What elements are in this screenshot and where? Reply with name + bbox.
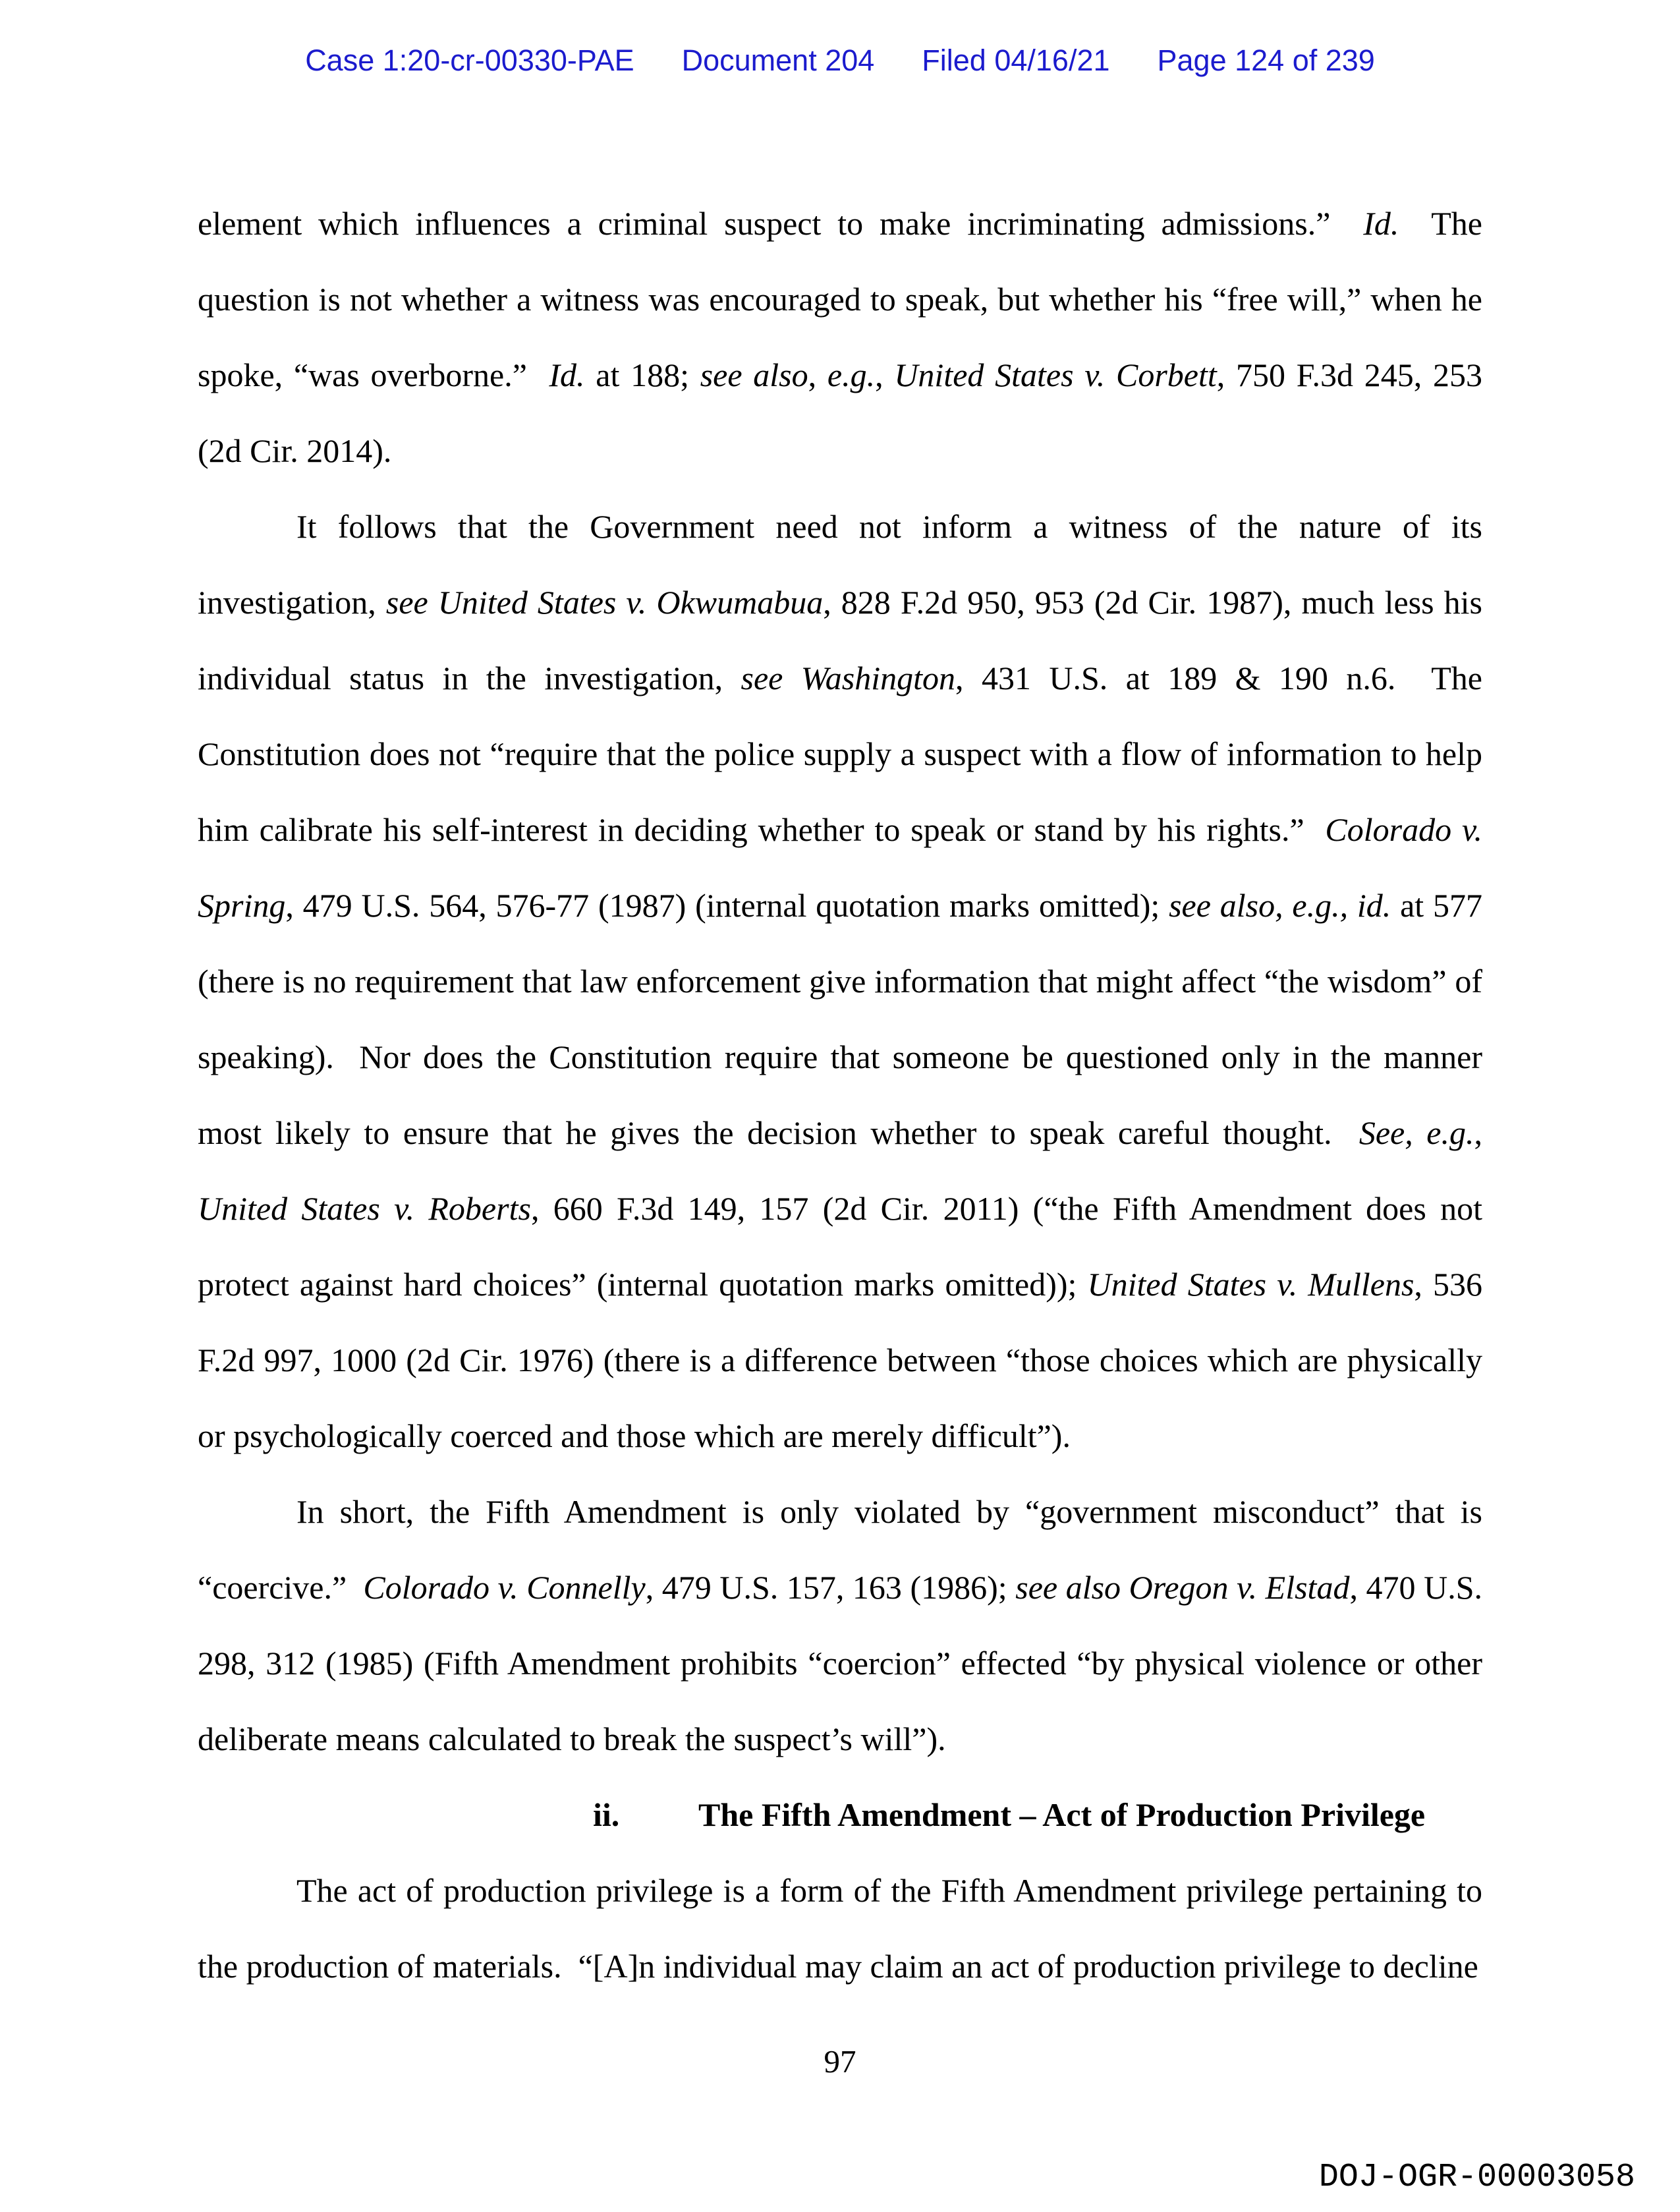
text-run: , 750 F.3d 245, 253 (2d Cir. 2014). [198,356,1482,469]
text-run-italic: see also Oregon v. Elstad [1015,1569,1350,1606]
body-paragraph [198,1853,1482,2004]
text-run: , [1474,1114,1482,1151]
text-run-italic: Id. [1363,205,1399,242]
text-run: It follows that the Government need not inform a witness of the nature of its investigation, [198,508,1482,621]
body-paragraph [198,1474,1482,1777]
text-run-italic: see Washington [741,660,956,696]
text-run-italic: Id. [549,356,585,393]
text-run-italic: see also, e.g., id. [1169,887,1391,924]
text-run: , 828 F.2d 950, 953 (2d Cir. 1987), much less his individual status in the investigation, [198,584,1482,696]
text-run-italic: Colorado v. Spring [198,811,1482,924]
body-paragraph [198,489,1482,1474]
text-run: In short, the Fifth Amendment is only violated by “government misconduct” that is “coercive.” [198,1493,1482,1606]
text-run: , 660 F.3d 149, 157 (2d Cir. 2011) (“the Fifth Amendment does not protect against hard choices” (internal quotation marks omitted)); [198,1190,1482,1303]
text-run: element which influences a criminal suspect to make incriminating admissions.” [198,205,1364,242]
filed-date: Filed 04/16/21 [922,43,1110,77]
body-paragraph [198,186,1482,489]
text-run-italic: United States v. Roberts [198,1190,531,1227]
text-run: The question is not whether a witness was encouraged to speak, but whether his “free will,” when he spoke, “was overborne.” [198,205,1482,393]
page-number: 97 [824,2043,856,2080]
text-run: , 479 U.S. 157, 163 (1986); [645,1569,1016,1606]
text-run: , [875,356,895,393]
text-run-italic: see United States v. Okwumabua [385,584,824,621]
text-run: , [808,356,827,393]
text-run: , 536 F.2d 997, 1000 (2d Cir. 1976) (there is a difference between “those choices which are physically or psychologically coerced and those which are merely difficult”). [198,1266,1482,1454]
bates-number: DOJ-OGR-00003058 [1318,2159,1635,2196]
text-run-italic: See, e.g. [1358,1114,1474,1151]
court-stamp-header [0,43,1680,78]
section-heading [198,1777,1482,1853]
text-run: , 470 U.S. 298, 312 (1985) (Fifth Amendment prohibits “coercion” effected “by physical violence or other deliberate means calculated to break the suspect’s will”). [198,1569,1483,1757]
case-number: Case 1:20-cr-00330-PAE [305,43,634,77]
document-body [198,186,1482,2004]
text-run-italic: United States v. Mullens [1087,1266,1414,1303]
text-run: , 431 U.S. at 189 & 190 n.6. The Constitution does not “require that the police supply a suspect with a flow of information to help him calibrate his self-interest in deciding whether to speak or stand by his rights.” [198,660,1482,848]
text-run-italic: Colorado v. Connelly [363,1569,646,1606]
text-run-italic: United States v. Corbett [894,356,1217,393]
text-run-italic: see also [700,356,808,393]
text-run-italic: e.g. [827,356,876,393]
text-run: at 577 (there is no requirement that law enforcement give information that might affect “the wisdom” of speaking). Nor does the Constitution require that someone be questioned only in the manner most likely to ensure that he gives the decision whether to speak careful thought. [198,887,1482,1151]
text-run: , 479 U.S. 564, 576-77 (1987) (internal quotation marks omitted); [285,887,1169,924]
document-number: Document 204 [681,43,875,77]
text-run: at 188; [584,356,700,393]
text-run: The act of production privilege is a form of the Fifth Amendment privilege pertaining to the production of materials. “[A]n individual may claim an act of production privilege to decline [198,1872,1482,1985]
section-heading-text: The Fifth Amendment – Act of Production Privilege [698,1796,1426,1833]
section-heading-number: ii. [593,1796,620,1833]
page-of-count: Page 124 of 239 [1157,43,1375,77]
